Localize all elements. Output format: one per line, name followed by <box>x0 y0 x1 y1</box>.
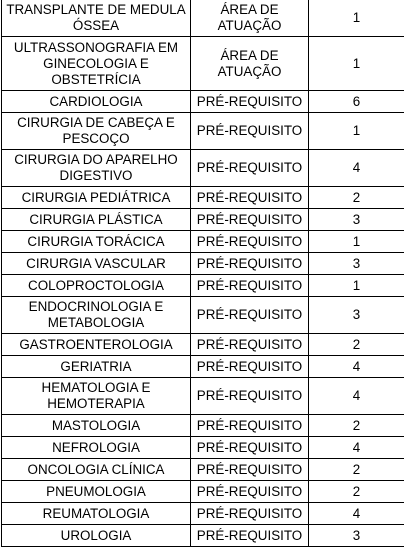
specialty-name-cell: PNEUMOLOGIA <box>2 481 191 503</box>
entry-type-cell: ÁREA DE ATUAÇÃO <box>191 37 309 91</box>
entry-type-cell: PRÉ-REQUISITO <box>191 481 309 503</box>
table-row <box>2 209 404 231</box>
table-row <box>2 437 404 459</box>
vacancy-count-cell: 1 <box>309 0 404 37</box>
table-row <box>2 503 404 525</box>
vacancy-count-cell: 2 <box>309 459 404 481</box>
specialty-name-cell: CIRURGIA TORÁCICA <box>2 231 191 253</box>
entry-type-cell: PRÉ-REQUISITO <box>191 378 309 415</box>
entry-type-cell: PRÉ-REQUISITO <box>191 297 309 334</box>
entry-type-cell: PRÉ-REQUISITO <box>191 437 309 459</box>
specialty-name-cell: ULTRASSONOGRAFIA EM GINECOLOGIA E OBSTETRÍCIA <box>2 37 191 91</box>
vacancy-count-cell: 3 <box>309 525 404 547</box>
table-row <box>2 91 404 113</box>
specialty-name-cell: CIRURGIA VASCULAR <box>2 253 191 275</box>
table-row <box>2 113 404 150</box>
specialty-name-cell: COLOPROCTOLOGIA <box>2 275 191 297</box>
table-row <box>2 150 404 187</box>
table-row <box>2 37 404 91</box>
entry-type-cell: PRÉ-REQUISITO <box>191 415 309 437</box>
vacancy-count-cell: 2 <box>309 187 404 209</box>
table-row <box>2 0 404 37</box>
table-row <box>2 231 404 253</box>
entry-type-cell: PRÉ-REQUISITO <box>191 231 309 253</box>
specialty-table-body <box>2 0 404 547</box>
specialty-name-cell: CARDIOLOGIA <box>2 91 191 113</box>
table-row <box>2 356 404 378</box>
specialty-name-cell: TRANSPLANTE DE MEDULA ÓSSEA <box>2 0 191 37</box>
specialty-name-cell: NEFROLOGIA <box>2 437 191 459</box>
entry-type-cell: PRÉ-REQUISITO <box>191 525 309 547</box>
entry-type-cell: PRÉ-REQUISITO <box>191 187 309 209</box>
vacancy-count-cell: 3 <box>309 209 404 231</box>
table-row <box>2 415 404 437</box>
table-row <box>2 187 404 209</box>
vacancy-count-cell: 6 <box>309 91 404 113</box>
table-row <box>2 297 404 334</box>
specialty-name-cell: ENDOCRINOLOGIA E METABOLOGIA <box>2 297 191 334</box>
specialty-name-cell: HEMATOLOGIA E HEMOTERAPIA <box>2 378 191 415</box>
specialty-name-cell: GASTROENTEROLOGIA <box>2 334 191 356</box>
specialty-name-cell: CIRURGIA DO APARELHO DIGESTIVO <box>2 150 191 187</box>
entry-type-cell: PRÉ-REQUISITO <box>191 209 309 231</box>
specialty-name-cell: CIRURGIA PEDIÁTRICA <box>2 187 191 209</box>
entry-type-cell: PRÉ-REQUISITO <box>191 150 309 187</box>
table-row <box>2 459 404 481</box>
vacancy-count-cell: 2 <box>309 415 404 437</box>
vacancy-count-cell: 4 <box>309 437 404 459</box>
specialty-name-cell: GERIATRIA <box>2 356 191 378</box>
table-row <box>2 481 404 503</box>
table-row <box>2 253 404 275</box>
entry-type-cell: PRÉ-REQUISITO <box>191 113 309 150</box>
vacancy-count-cell: 1 <box>309 231 404 253</box>
entry-type-cell: PRÉ-REQUISITO <box>191 459 309 481</box>
vacancy-count-cell: 1 <box>309 113 404 150</box>
entry-type-cell: PRÉ-REQUISITO <box>191 356 309 378</box>
entry-type-cell: PRÉ-REQUISITO <box>191 91 309 113</box>
vacancy-count-cell: 4 <box>309 378 404 415</box>
vacancy-count-cell: 1 <box>309 37 404 91</box>
table-row <box>2 275 404 297</box>
vacancy-count-cell: 4 <box>309 356 404 378</box>
vacancy-count-cell: 4 <box>309 503 404 525</box>
table-row <box>2 525 404 547</box>
vacancy-count-cell: 4 <box>309 150 404 187</box>
entry-type-cell: PRÉ-REQUISITO <box>191 275 309 297</box>
specialty-name-cell: MASTOLOGIA <box>2 415 191 437</box>
specialty-name-cell: CIRURGIA PLÁSTICA <box>2 209 191 231</box>
vacancy-count-cell: 3 <box>309 253 404 275</box>
table-row <box>2 378 404 415</box>
specialty-name-cell: ONCOLOGIA CLÍNICA <box>2 459 191 481</box>
specialty-name-cell: UROLOGIA <box>2 525 191 547</box>
entry-type-cell: PRÉ-REQUISITO <box>191 503 309 525</box>
entry-type-cell: PRÉ-REQUISITO <box>191 334 309 356</box>
entry-type-cell: ÁREA DE ATUAÇÃO <box>191 0 309 37</box>
vacancy-count-cell: 2 <box>309 334 404 356</box>
vacancy-count-cell: 1 <box>309 275 404 297</box>
specialty-table <box>1 0 404 547</box>
vacancy-count-cell: 3 <box>309 297 404 334</box>
specialty-name-cell: REUMATOLOGIA <box>2 503 191 525</box>
table-row <box>2 334 404 356</box>
vacancy-count-cell: 2 <box>309 481 404 503</box>
specialty-name-cell: CIRURGIA DE CABEÇA E PESCOÇO <box>2 113 191 150</box>
entry-type-cell: PRÉ-REQUISITO <box>191 253 309 275</box>
